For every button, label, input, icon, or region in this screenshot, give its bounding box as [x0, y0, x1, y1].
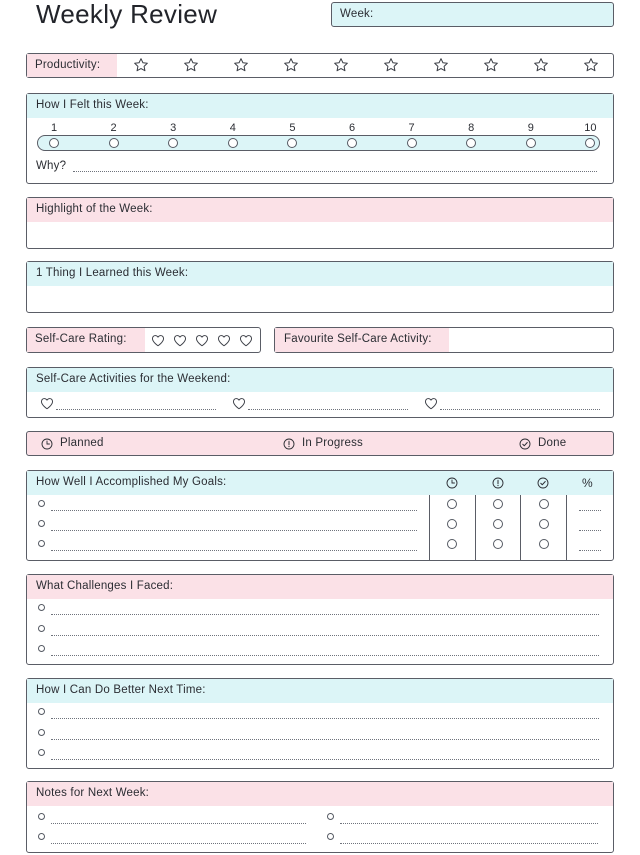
scale-number: 9 [527, 122, 534, 134]
note-bullet [38, 833, 45, 840]
selfcare-rating-label: Self-Care Rating: [35, 333, 127, 345]
scale-number: 10 [584, 122, 597, 134]
felt-label: How I Felt this Week: [36, 99, 149, 111]
goal-bullet [38, 500, 45, 507]
why-line[interactable] [73, 171, 597, 172]
scale-number: 8 [468, 122, 475, 134]
note-line[interactable] [340, 843, 598, 844]
list-line[interactable] [51, 718, 599, 719]
list-bullet [38, 604, 45, 611]
check-icon [537, 477, 549, 489]
challenges-section [26, 574, 614, 665]
notes-section [26, 781, 614, 853]
star-icon[interactable] [533, 57, 549, 73]
note-line[interactable] [51, 843, 306, 844]
why-label: Why? [36, 160, 67, 172]
goals-divider [475, 495, 476, 561]
list-line[interactable] [51, 759, 599, 760]
goal-status-option[interactable] [493, 499, 503, 509]
goal-percent-line[interactable] [579, 530, 601, 531]
page-title: Weekly Review [36, 0, 218, 29]
weekend-line[interactable] [440, 409, 600, 410]
scale-option[interactable] [526, 138, 536, 148]
legend-done: Done [538, 437, 567, 449]
goals-section [26, 470, 614, 561]
scale-option[interactable] [407, 138, 417, 148]
goal-status-option[interactable] [493, 539, 503, 549]
goal-status-option[interactable] [539, 539, 549, 549]
week-field[interactable] [331, 2, 614, 27]
felt-section [26, 93, 614, 184]
heart-icon [424, 397, 438, 410]
list-line[interactable] [51, 655, 599, 656]
heart-icon[interactable] [195, 334, 209, 347]
check-icon [519, 438, 531, 450]
scale-number: 4 [229, 122, 236, 134]
notes-label: Notes for Next Week: [36, 787, 150, 799]
goal-percent-line[interactable] [579, 510, 601, 511]
list-bullet [38, 625, 45, 632]
highlight-section [26, 197, 614, 249]
highlight-label: Highlight of the Week: [36, 203, 153, 215]
heart-icon [232, 397, 246, 410]
selfcare-rating-section [26, 327, 261, 353]
list-line[interactable] [51, 614, 599, 615]
heart-icon[interactable] [239, 334, 253, 347]
clock-icon [41, 438, 53, 450]
list-bullet [38, 708, 45, 715]
legend-planned: Planned [60, 437, 104, 449]
heart-icon[interactable] [173, 334, 187, 347]
goal-bullet [38, 520, 45, 527]
note-line[interactable] [340, 823, 598, 824]
note-bullet [327, 833, 334, 840]
goal-status-option[interactable] [447, 519, 457, 529]
weekend-activities-section [26, 367, 614, 418]
list-bullet [38, 749, 45, 756]
scale-option[interactable] [49, 138, 59, 148]
goal-line[interactable] [51, 510, 417, 511]
percent-header: % [582, 476, 593, 490]
scale-number: 5 [289, 122, 296, 134]
list-bullet [38, 645, 45, 652]
legend-in-progress: In Progress [302, 437, 364, 449]
note-bullet [38, 813, 45, 820]
star-icon[interactable] [183, 57, 199, 73]
weekend-line[interactable] [248, 409, 408, 410]
star-icon[interactable] [433, 57, 449, 73]
list-line[interactable] [51, 739, 599, 740]
favourite-selfcare-label: Favourite Self-Care Activity: [284, 333, 432, 345]
heart-icon[interactable] [151, 334, 165, 347]
scale-option[interactable] [228, 138, 238, 148]
status-legend [26, 431, 614, 456]
scale-number: 7 [408, 122, 415, 134]
challenges-label: What Challenges I Faced: [36, 580, 174, 592]
goals-label: How Well I Accomplished My Goals: [36, 476, 227, 488]
exclamation-icon [283, 438, 295, 450]
goal-line[interactable] [51, 530, 417, 531]
exclamation-icon [492, 477, 504, 489]
star-icon[interactable] [283, 57, 299, 73]
weekend-label: Self-Care Activities for the Weekend: [36, 373, 231, 385]
note-bullet [327, 813, 334, 820]
star-icon[interactable] [383, 57, 399, 73]
scale-number: 2 [110, 122, 117, 134]
heart-icon [40, 397, 54, 410]
goal-status-option[interactable] [539, 499, 549, 509]
better-section [26, 678, 614, 769]
star-icon[interactable] [133, 57, 149, 73]
goal-line[interactable] [51, 550, 417, 551]
week-label: Week: [340, 8, 374, 20]
goals-divider [429, 495, 430, 561]
productivity-label: Productivity: [35, 59, 101, 71]
goals-divider [520, 495, 521, 561]
weekend-line[interactable] [56, 409, 216, 410]
heart-icon[interactable] [217, 334, 231, 347]
scale-option[interactable] [347, 138, 357, 148]
star-icon[interactable] [233, 57, 249, 73]
scale-number: 1 [50, 122, 58, 134]
goal-percent-line[interactable] [579, 550, 601, 551]
goal-status-option[interactable] [447, 539, 457, 549]
better-label: How I Can Do Better Next Time: [36, 684, 206, 696]
felt-scale-track [37, 135, 600, 151]
star-icon[interactable] [483, 57, 499, 73]
learned-label: 1 Thing I Learned this Week: [36, 267, 189, 279]
goal-bullet [38, 540, 45, 547]
clock-icon [446, 477, 458, 489]
goal-status-option[interactable] [447, 499, 457, 509]
productivity-section [26, 53, 614, 78]
star-icon[interactable] [333, 57, 349, 73]
scale-number: 3 [170, 122, 177, 134]
goals-divider [566, 495, 567, 561]
goal-status-option[interactable] [539, 519, 549, 529]
scale-option[interactable] [109, 138, 119, 148]
learned-section [26, 261, 614, 313]
note-line[interactable] [51, 823, 306, 824]
goal-status-option[interactable] [493, 519, 503, 529]
star-icon[interactable] [583, 57, 599, 73]
list-bullet [38, 729, 45, 736]
scale-number: 6 [348, 122, 356, 134]
list-line[interactable] [51, 635, 599, 636]
favourite-selfcare-section [274, 327, 614, 353]
